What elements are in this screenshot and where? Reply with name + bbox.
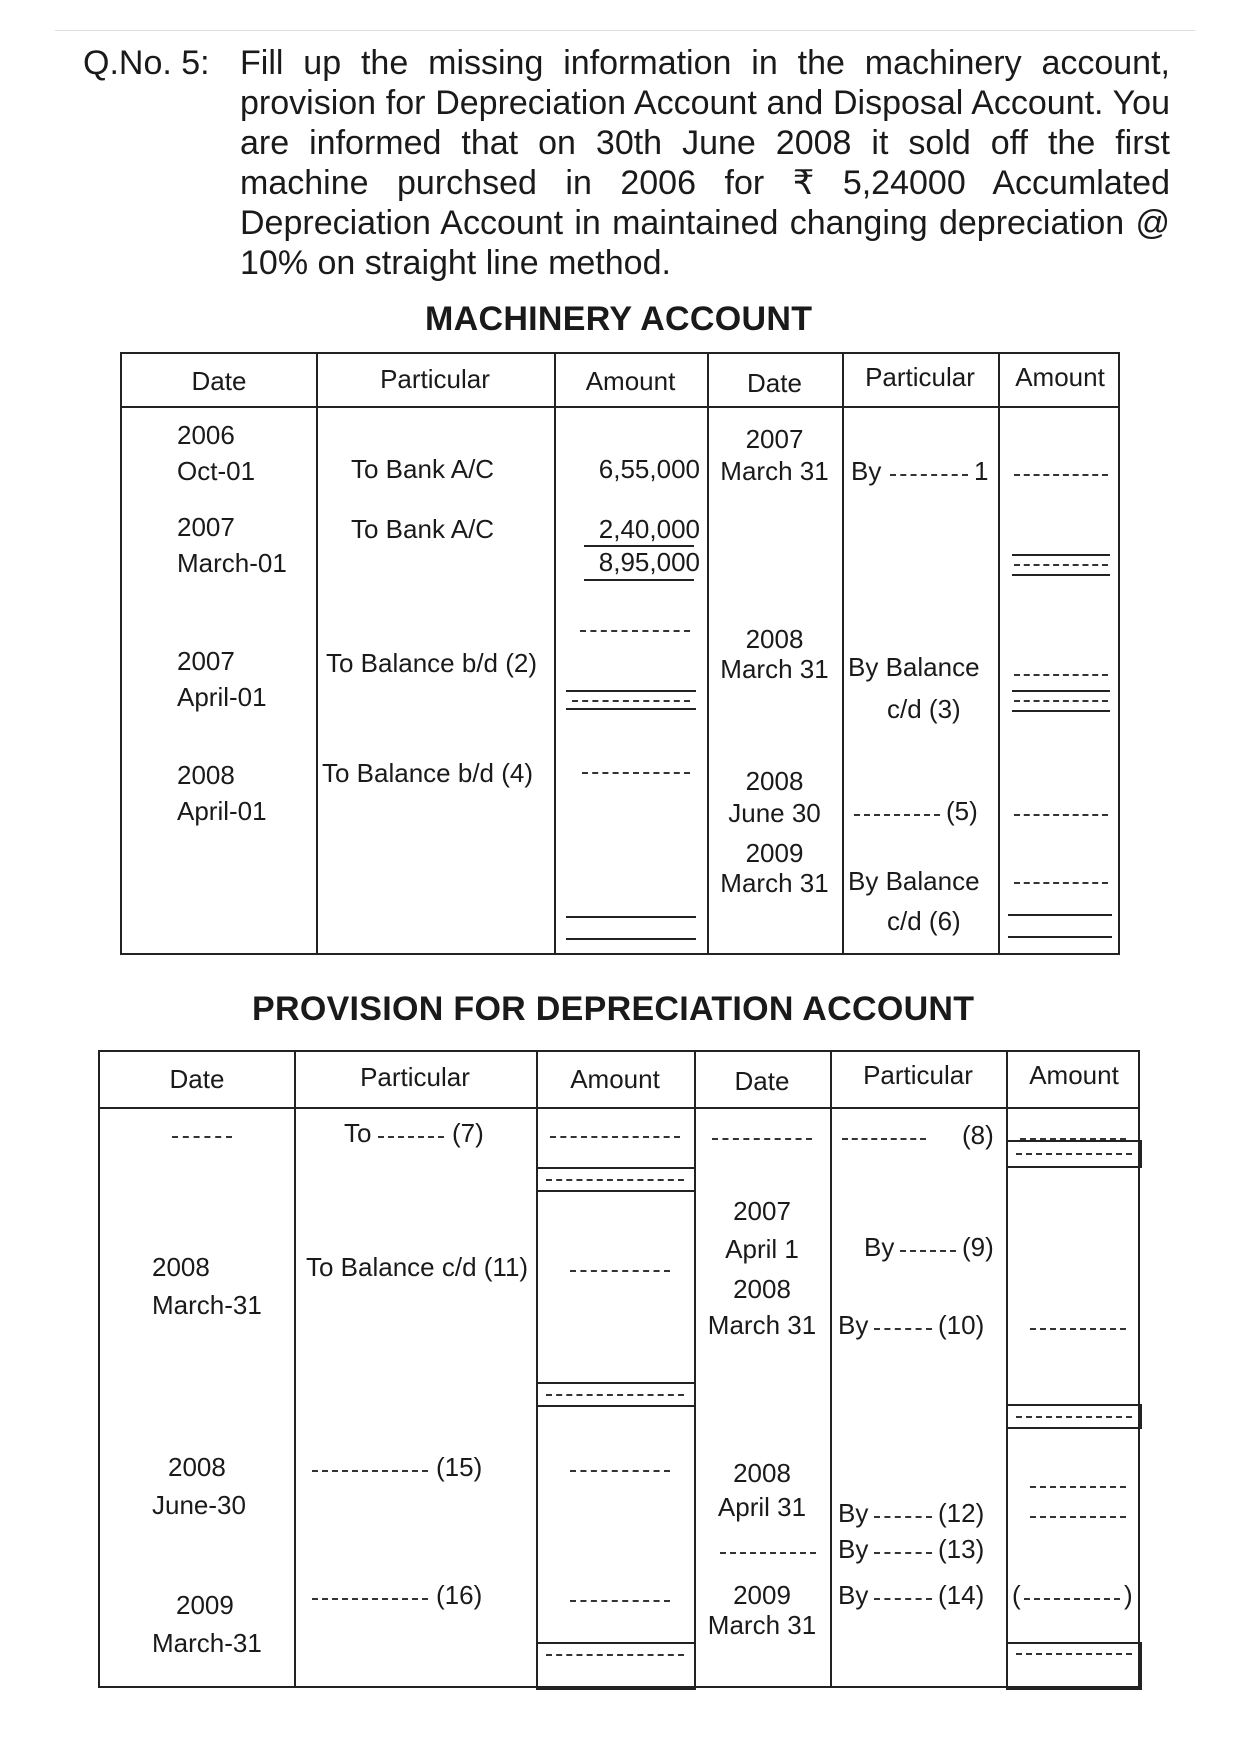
particular-ref: (13) <box>938 1534 985 1564</box>
date: April-01 <box>177 796 267 826</box>
total-rule <box>1012 710 1110 712</box>
header-date: Date <box>747 368 802 398</box>
header-particular: Particular <box>380 364 490 394</box>
provision-title: PROVISION FOR DEPRECIATION ACCOUNT <box>252 990 975 1028</box>
machinery-table <box>120 352 1120 955</box>
header-amount: Amount <box>570 1064 660 1094</box>
date-year: 2008 <box>733 1274 791 1304</box>
blank-amount <box>572 700 690 702</box>
total-rule <box>566 916 696 918</box>
header-particular: Particular <box>863 1060 973 1090</box>
total-rule <box>566 938 696 940</box>
total-rule <box>1008 914 1112 916</box>
amount-paren-open: ( <box>1012 1580 1021 1610</box>
blank-amount <box>1016 1416 1132 1418</box>
particular: To Balance c/d (11) <box>306 1252 529 1282</box>
particular-ref: (14) <box>938 1580 985 1610</box>
blank-particular <box>874 1328 932 1330</box>
blank-particular <box>874 1516 932 1518</box>
header-amount: Amount <box>585 366 676 396</box>
machinery-title: MACHINERY ACCOUNT <box>425 300 813 338</box>
particular: By Balance <box>848 866 980 896</box>
date-year: 2009 <box>733 1580 791 1610</box>
date: March 31 <box>720 868 829 898</box>
date: March-01 <box>177 548 287 578</box>
total-amount: 8,95,000 <box>598 547 700 577</box>
particular: To Bank A/C <box>351 454 495 484</box>
date: March-31 <box>152 1290 262 1320</box>
header-date: Date <box>191 366 247 396</box>
blank-amount <box>1016 1653 1132 1655</box>
blank-amount <box>1016 1153 1132 1155</box>
blank-particular <box>842 1138 926 1140</box>
blank-amount <box>570 1600 670 1602</box>
date: Oct-01 <box>177 456 256 486</box>
particular-ref: (15) <box>436 1452 483 1482</box>
blank-particular <box>874 1598 932 1600</box>
blank-amount <box>546 1179 684 1181</box>
date: June-30 <box>152 1490 246 1520</box>
blank-amount <box>570 1270 670 1272</box>
particular-ref: 1 <box>974 456 989 486</box>
question-text: Fill up the missing information in the machinery account, provision for Depreciation Account and Disposal Account. You are informed that on 30th June 2008 it sold off the first machine purchsed in 2006 for ₹ 5,24000 Accumlated Depreciation Account in maintained changing depreciation @ 10% on straight line method. <box>240 44 1170 282</box>
blank-date <box>720 1552 816 1554</box>
date-year: 2009 <box>176 1590 234 1620</box>
provision-table <box>98 1050 1140 1688</box>
blank-date <box>172 1136 232 1138</box>
date-year: 2008 <box>168 1452 226 1482</box>
total-box <box>1006 1642 1142 1690</box>
date: March 31 <box>720 654 829 684</box>
blank-amount <box>1030 1516 1126 1518</box>
header-particular: Particular <box>360 1062 470 1092</box>
blank-amount <box>1020 1138 1126 1140</box>
date-year: 2008 <box>745 624 804 654</box>
date-year: 2008 <box>152 1252 210 1282</box>
blank-particular <box>890 474 968 476</box>
blank-particular <box>312 1470 428 1472</box>
particular: By <box>864 1232 895 1262</box>
date-year: 2008 <box>177 760 235 790</box>
particular-ref: (16) <box>436 1580 483 1610</box>
blank-particular <box>874 1552 932 1554</box>
header-amount: Amount <box>1029 1060 1119 1090</box>
blank-amount <box>1030 1328 1126 1330</box>
date: March-31 <box>152 1628 262 1658</box>
date: June 30 <box>728 798 821 828</box>
total-rule <box>1012 554 1110 556</box>
date: March 31 <box>720 456 829 486</box>
total-rule <box>1012 574 1110 576</box>
date: March 31 <box>707 1310 817 1340</box>
particular-ref: (5) <box>946 796 978 826</box>
date: April 1 <box>725 1234 799 1264</box>
particular: To <box>344 1118 372 1148</box>
total-box <box>536 1642 696 1690</box>
blank-amount <box>570 1470 670 1472</box>
total-rule <box>584 579 694 581</box>
blank-particular <box>900 1250 956 1252</box>
header-amount: Amount <box>1015 362 1105 392</box>
amount-paren-close: ) <box>1124 1580 1133 1610</box>
date-year: 2007 <box>177 512 235 542</box>
header-particular: Particular <box>865 362 975 392</box>
particular: To Balance b/d (4) <box>322 758 534 788</box>
date-year: 2007 <box>733 1196 791 1226</box>
blank-amount <box>1014 814 1108 816</box>
date: March 31 <box>707 1610 817 1640</box>
header-date: Date <box>734 1066 790 1096</box>
particular: c/d (6) <box>887 906 961 936</box>
date-year: 2008 <box>733 1458 791 1488</box>
blank-particular <box>378 1136 444 1138</box>
blank-amount <box>1024 1598 1120 1600</box>
blank-particular <box>854 814 940 816</box>
blank-particular <box>312 1598 428 1600</box>
total-rule <box>1008 936 1112 938</box>
blank-date <box>712 1138 812 1140</box>
date: April 31 <box>717 1492 807 1522</box>
blank-amount <box>546 1654 684 1656</box>
particular-ref: (10) <box>938 1310 985 1340</box>
particular: By <box>838 1534 869 1564</box>
date-year: 2007 <box>745 424 804 454</box>
particular: By <box>838 1310 869 1340</box>
particular-ref: (8) <box>962 1120 994 1150</box>
particular: By Balance <box>848 652 980 682</box>
total-rule <box>566 708 696 710</box>
particular: By <box>838 1498 869 1528</box>
blank-amount <box>580 630 690 632</box>
date-year: 2009 <box>745 838 804 868</box>
blank-amount <box>1014 882 1108 884</box>
blank-amount <box>546 1394 684 1396</box>
particular-ref: (9) <box>962 1232 994 1262</box>
blank-amount <box>1014 674 1108 676</box>
blank-amount <box>1030 1486 1126 1488</box>
blank-amount <box>550 1136 680 1138</box>
date-year: 2006 <box>177 420 235 450</box>
total-rule <box>1012 690 1110 692</box>
blank-amount <box>1014 700 1108 702</box>
date-year: 2008 <box>745 766 804 796</box>
particular-ref: (12) <box>938 1498 985 1528</box>
date-year: 2007 <box>177 646 235 676</box>
particular: c/d (3) <box>887 694 961 724</box>
particular: To Bank A/C <box>351 514 495 544</box>
amount: 6,55,000 <box>598 454 700 484</box>
date: April-01 <box>177 682 267 712</box>
particular-ref: (7) <box>452 1118 484 1148</box>
particular: By <box>838 1580 869 1610</box>
blank-amount <box>1014 474 1108 476</box>
amount: 2,40,000 <box>598 514 700 544</box>
top-rule <box>55 30 1195 31</box>
blank-amount <box>582 772 690 774</box>
header-date: Date <box>169 1064 225 1094</box>
blank-amount <box>1014 564 1108 566</box>
question-number: Q.No. 5: <box>83 44 210 82</box>
particular: By <box>851 456 882 486</box>
total-rule <box>566 690 696 692</box>
particular: To Balance b/d (2) <box>326 648 538 678</box>
